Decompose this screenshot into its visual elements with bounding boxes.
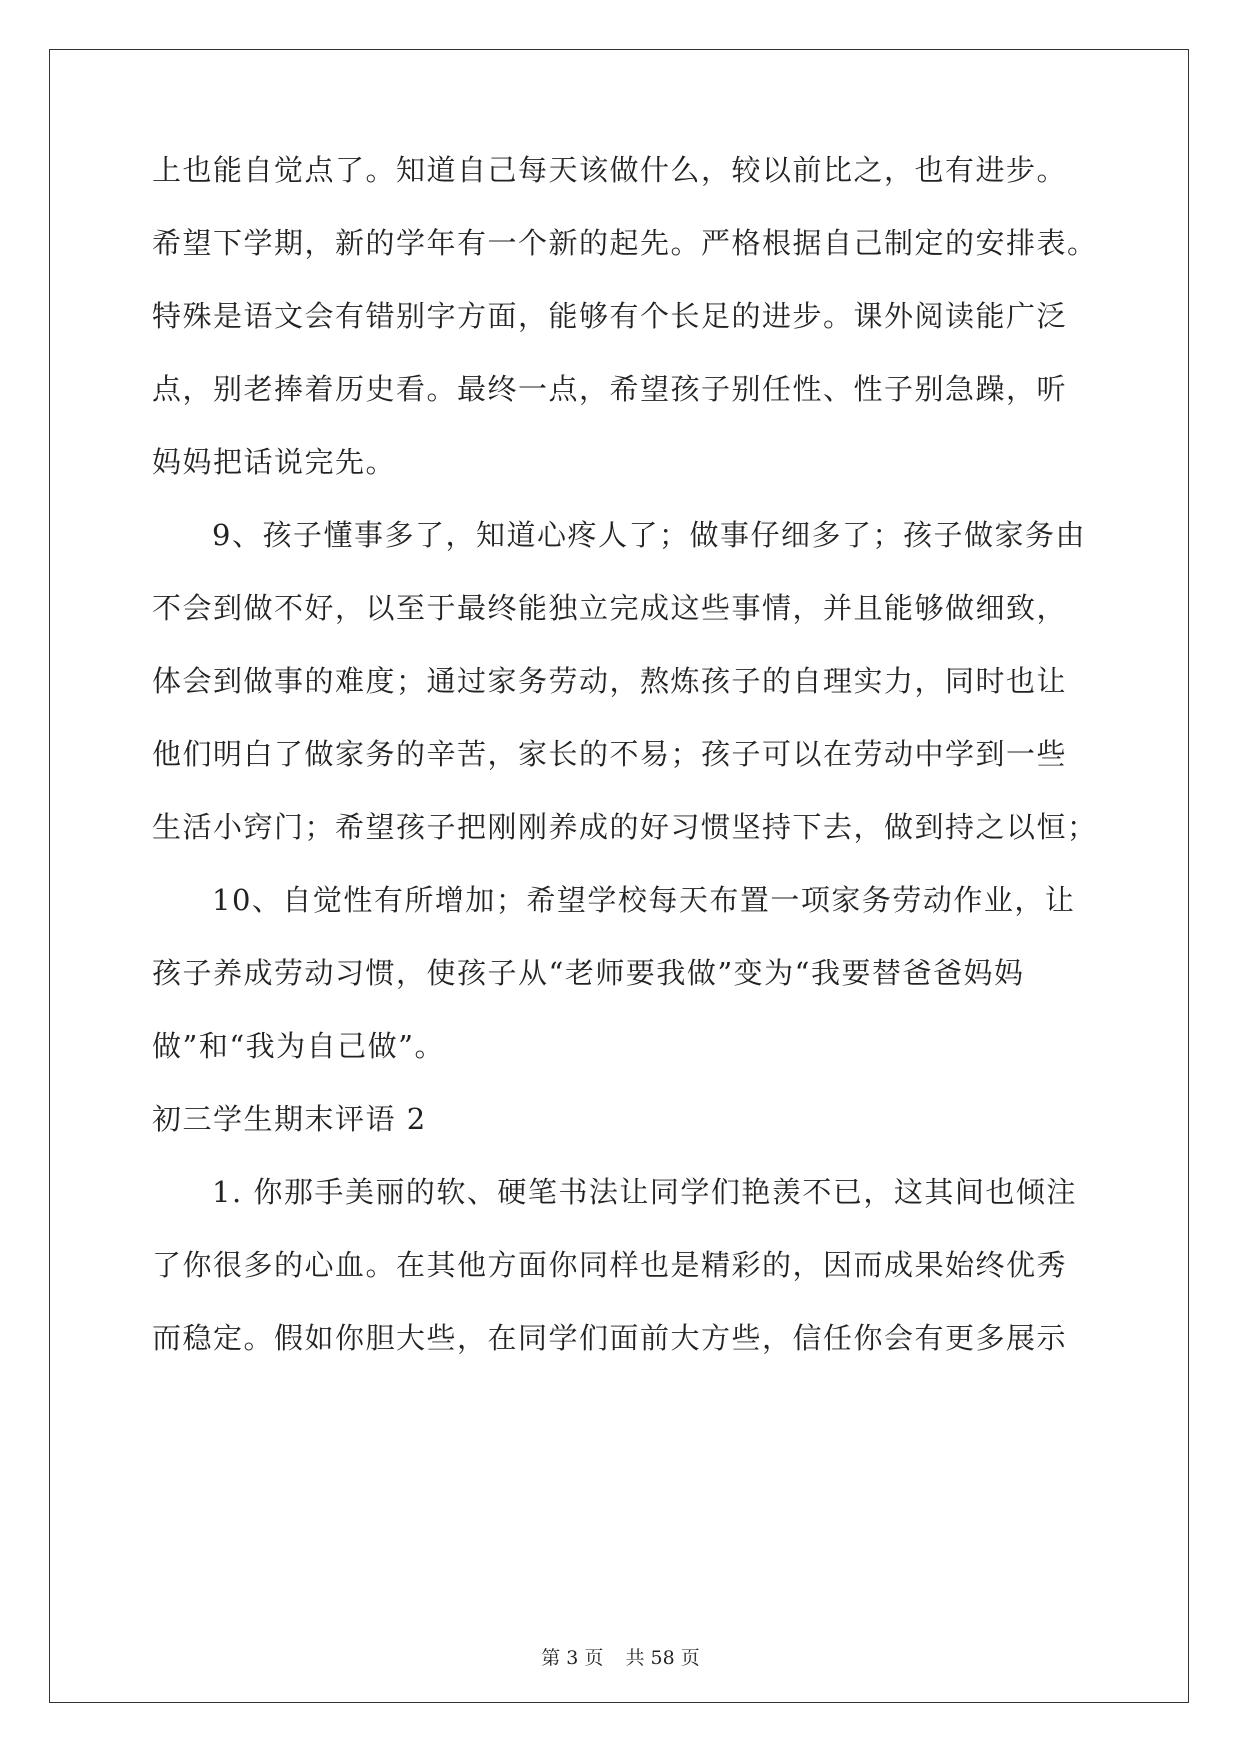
text-line: 点，别老捧着历史看。最终一点，希望孩子别任性、性子别急躁，听 <box>152 372 1068 406</box>
text-line: 9、孩子懂事多了，知道心疼人了；做事仔细多了；孩子做家务由 <box>212 518 1086 552</box>
text-line: 了你很多的心血。在其他方面你同样也是精彩的，因而成果始终优秀 <box>152 1248 1068 1282</box>
text-line: 希望下学期，新的学年有一个新的起先。严格根据自己制定的安排表。 <box>152 226 1098 260</box>
text-line: 不会到做不好，以至于最终能独立完成这些事情，并且能够做细致， <box>152 591 1068 625</box>
text-line: 体会到做事的难度；通过家务劳动，熬炼孩子的自理实力，同时也让 <box>152 664 1068 698</box>
page-total: 共 58 页 <box>625 1647 700 1669</box>
text-line: 做”和“我为自己做”。 <box>152 1029 445 1063</box>
text-line: 他们明白了做家务的辛苦，家长的不易；孩子可以在劳动中学到一些 <box>152 737 1068 771</box>
text-line: 孩子养成劳动习惯，使孩子从“老师要我做”变为“我要替爸爸妈妈 <box>152 956 1025 990</box>
text-line: 妈妈把话说完先。 <box>152 445 397 479</box>
text-line: 上也能自觉点了。知道自己每天该做什么，较以前比之，也有进步。 <box>152 153 1068 187</box>
page-number: 第 3 页 <box>541 1647 604 1669</box>
text-line: 而稳定。假如你胆大些，在同学们面前大方些，信任你会有更多展示 <box>152 1321 1068 1355</box>
section-heading: 初三学生期末评语 2 <box>152 1102 427 1136</box>
text-line: 特殊是语文会有错别字方面，能够有个长足的进步。课外阅读能广泛 <box>152 299 1068 333</box>
text-line: 10、自觉性有所增加；希望学校每天布置一项家务劳动作业，让 <box>212 883 1076 917</box>
text-line: 1. 你那手美丽的软、硬笔书法让同学们艳羡不已，这其间也倾注 <box>212 1175 1077 1209</box>
page-footer <box>0 1643 1241 1670</box>
text-line: 生活小窍门；希望孩子把刚刚养成的好习惯坚持下去，做到持之以恒； <box>152 810 1098 844</box>
